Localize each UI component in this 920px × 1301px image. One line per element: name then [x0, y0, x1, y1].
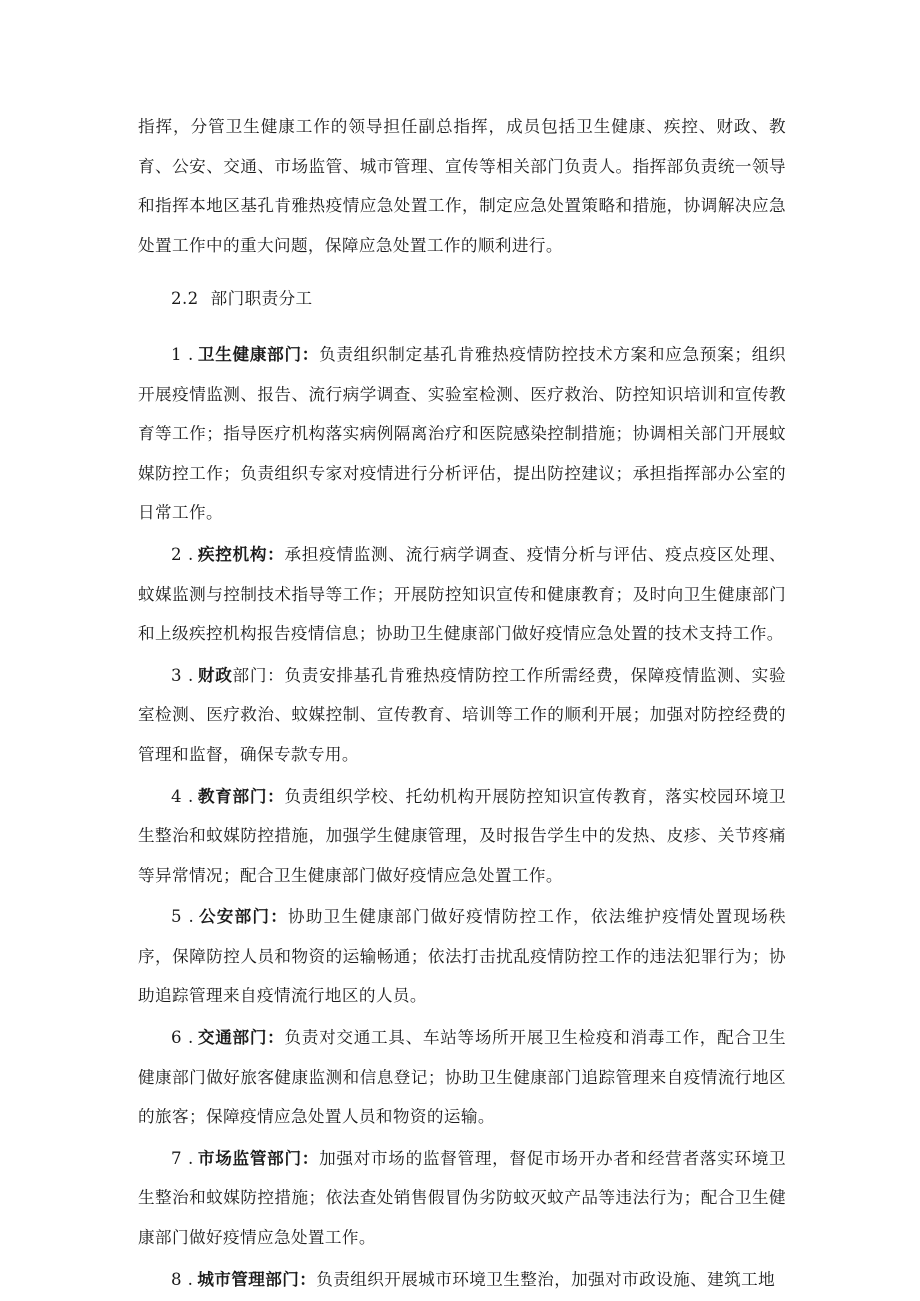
item-text: 加强对市场的监督管理，督促市场开办者和经营者落实环境卫生整治和蚊媒防控措施；依法查处销售假冒伪劣防蚊灭蚊产品等违法行为；配合卫生健康部门做好疫情应急处置工作。: [138, 1148, 786, 1248]
item-text: 负责组织开展城市环境卫生整治，加强对市政设施、建筑工地: [316, 1269, 776, 1289]
duty-item-finance: [138, 656, 786, 775]
item-text: 负责组织制定基孔肯雅热疫情防控技术方案和应急预案；组织开展疫情监测、报告、流行病学调查、实验室检测、医疗救治、防控知识培训和宣传教育等工作；指导医疗机构落实病例隔离治疗和医院感染控制措施；协调相关部门开展蚊媒防控工作；负责组织专家对疫情进行分析评估，提出防控建议；承担指挥部办公室的日常工作。: [138, 344, 786, 523]
item-number: 3 .: [171, 665, 194, 685]
section-heading: [138, 279, 786, 319]
intro-paragraph: 指挥，分管卫生健康工作的领导担任副总指挥，成员包括卫生健康、疾控、财政、教育、公安、交通、市场监管、城市管理、宣传等相关部门负责人。指挥部负责统一领导和指挥本地区基孔肯雅热疫情应急处置工作，制定应急处置策略和措施，协调解决应急处置工作中的重大问题，保障应急处置工作的顺利进行。: [138, 117, 786, 255]
item-number: 8 .: [171, 1269, 194, 1289]
item-text: 负责组织学校、托幼机构开展防控知识宣传教育，落实校园环境卫生整治和蚊媒防控措施，加强学生健康管理，及时报告学生中的发热、皮疹、关节疼痛等异常情况；配合卫生健康部门做好疫情应急处置工作。: [138, 786, 786, 885]
duty-item-market: [138, 1139, 786, 1258]
item-dept: 市场监管部门：: [197, 1147, 320, 1168]
item-dept: 财政: [197, 664, 233, 685]
item-number: 7 .: [171, 1148, 194, 1168]
section-number: 2.2: [171, 289, 199, 309]
item-dept: 卫生健康部门：: [197, 343, 320, 364]
item-dept: 教育部门：: [197, 785, 285, 806]
item-text: 协助卫生健康部门做好疫情防控工作，依法维护疫情处置现场秩序，保障防控人员和物资的运输畅通；依法打击扰乱疫情防控工作的违法犯罪行为；协助追踪管理来自疫情流行地区的人员。: [138, 907, 787, 1006]
duty-item-transport: [138, 1018, 786, 1137]
item-text: 承担疫情监测、流行病学调查、疫情分析与评估、疫点疫区处理、蚊媒监测与控制技术指导等工作；开展防控知识宣传和健康教育；及时向卫生健康部门和上级疾控机构报告疫情信息；协助卫生健康部门做好疫情应急处置的技术支持工作。: [138, 544, 786, 644]
item-number: 1 .: [171, 344, 194, 364]
duty-item-health: [138, 335, 786, 533]
item-text: 负责对交通工具、车站等场所开展卫生检疫和消毒工作，配合卫生健康部门做好旅客健康监测和信息登记；协助卫生健康部门追踪管理来自疫情流行地区的旅客；保障疫情应急处置人员和物资的运输。: [138, 1028, 786, 1127]
item-dept: 疾控机构：: [197, 543, 285, 564]
item-dept-suffix: 部门：: [232, 665, 285, 685]
spacer: [138, 319, 786, 333]
duty-item-urban: [138, 1260, 786, 1300]
item-dept: 城市管理部门：: [197, 1268, 317, 1289]
item-number: 2 .: [171, 544, 194, 564]
duty-item-police: [138, 897, 786, 1016]
item-dept: 交通部门：: [197, 1027, 285, 1048]
item-number: 4 .: [171, 786, 194, 806]
duty-item-education: [138, 777, 786, 896]
item-number: 5 .: [171, 907, 195, 927]
item-text: 负责安排基孔肯雅热疫情防控工作所需经费，保障疫情监测、实验室检测、医疗救治、蚊媒控制、宣传教育、培训等工作的顺利开展；加强对防控经费的管理和监督，确保专款专用。: [138, 665, 786, 764]
section-title: 部门职责分工: [210, 289, 313, 309]
document-page: [138, 107, 786, 1299]
item-dept: 公安部门：: [198, 906, 289, 927]
duty-item-cdc: [138, 535, 786, 654]
item-number: 6 .: [171, 1028, 194, 1048]
